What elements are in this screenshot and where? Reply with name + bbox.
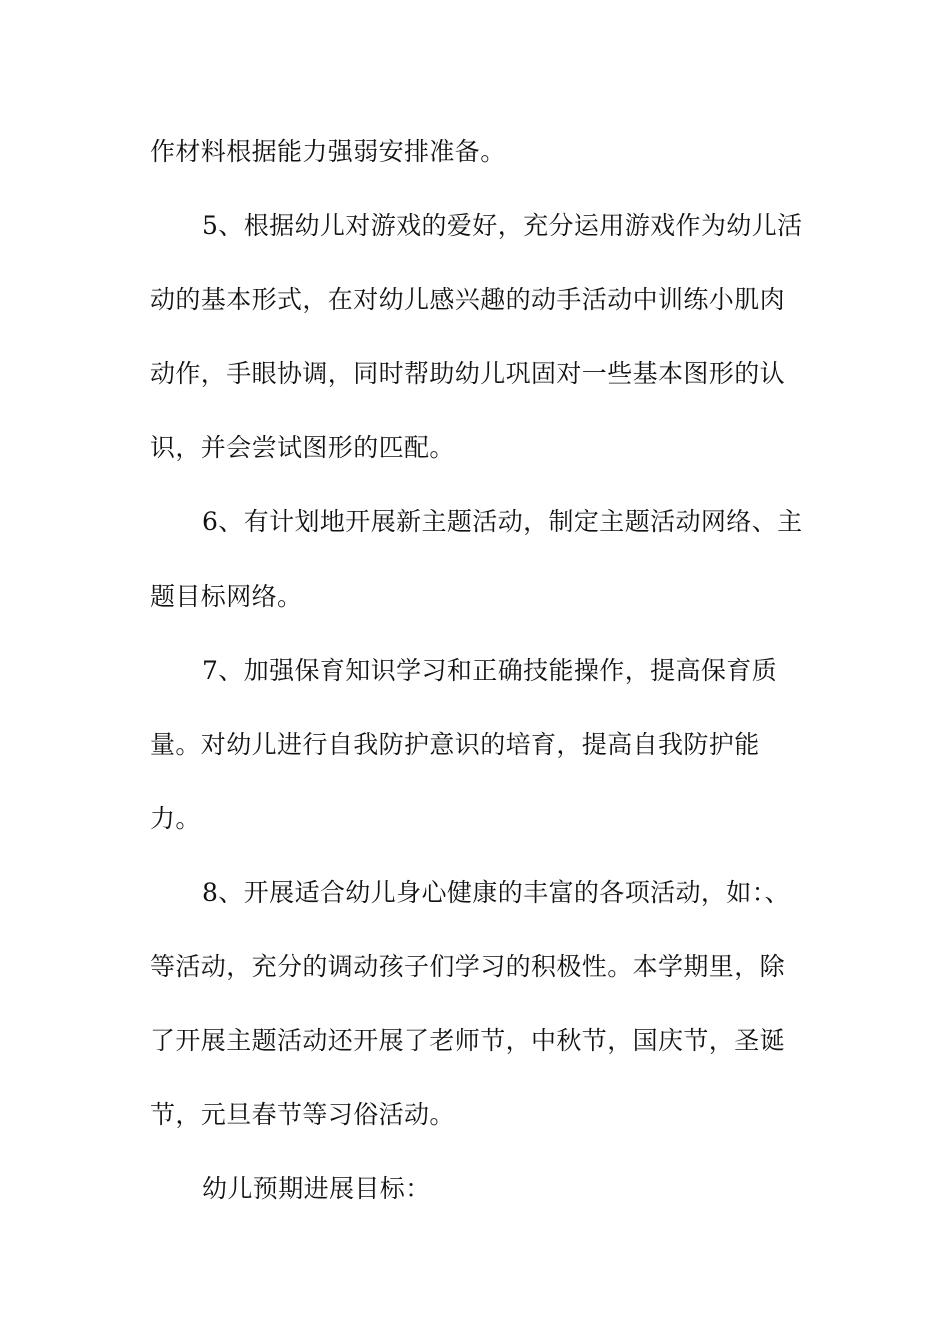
text-line-13: 了开展主题活动还开展了老师节，中秋节，国庆节，圣诞: [150, 1026, 786, 1055]
text-line-9: 量。对幼儿进行自我防护意识的培育，提高自我防护能: [150, 730, 760, 759]
text-line-8: 7、加强保育知识学习和正确技能操作，提高保育质: [202, 656, 778, 685]
text-line-2: 5、根据幼儿对游戏的爱好，充分运用游戏作为幼儿活: [202, 211, 803, 240]
text-line-3: 动的基本形式，在对幼儿感兴趣的动手活动中训练小肌肉: [150, 285, 786, 314]
text-line-12: 等活动，充分的调动孩子们学习的积极性。本学期里，除: [150, 952, 786, 981]
text-line-15: 幼儿预期进展目标：: [202, 1174, 431, 1203]
text-line-4: 动作，手眼协调，同时帮助幼儿巩固对一些基本图形的认: [150, 359, 786, 388]
text-line-5: 识，并会尝试图形的匹配。: [150, 433, 455, 462]
text-line-1: 作材料根据能力强弱安排准备。: [150, 137, 506, 166]
text-line-14: 节，元旦春节等习俗活动。: [150, 1100, 455, 1129]
text-line-10: 力。: [150, 804, 201, 833]
text-line-11: 8、开展适合幼儿身心健康的丰富的各项活动，如：、: [202, 878, 791, 907]
text-line-7: 题目标网络。: [150, 582, 303, 611]
text-line-6: 6、有计划地开展新主题活动，制定主题活动网络、主: [202, 507, 803, 536]
